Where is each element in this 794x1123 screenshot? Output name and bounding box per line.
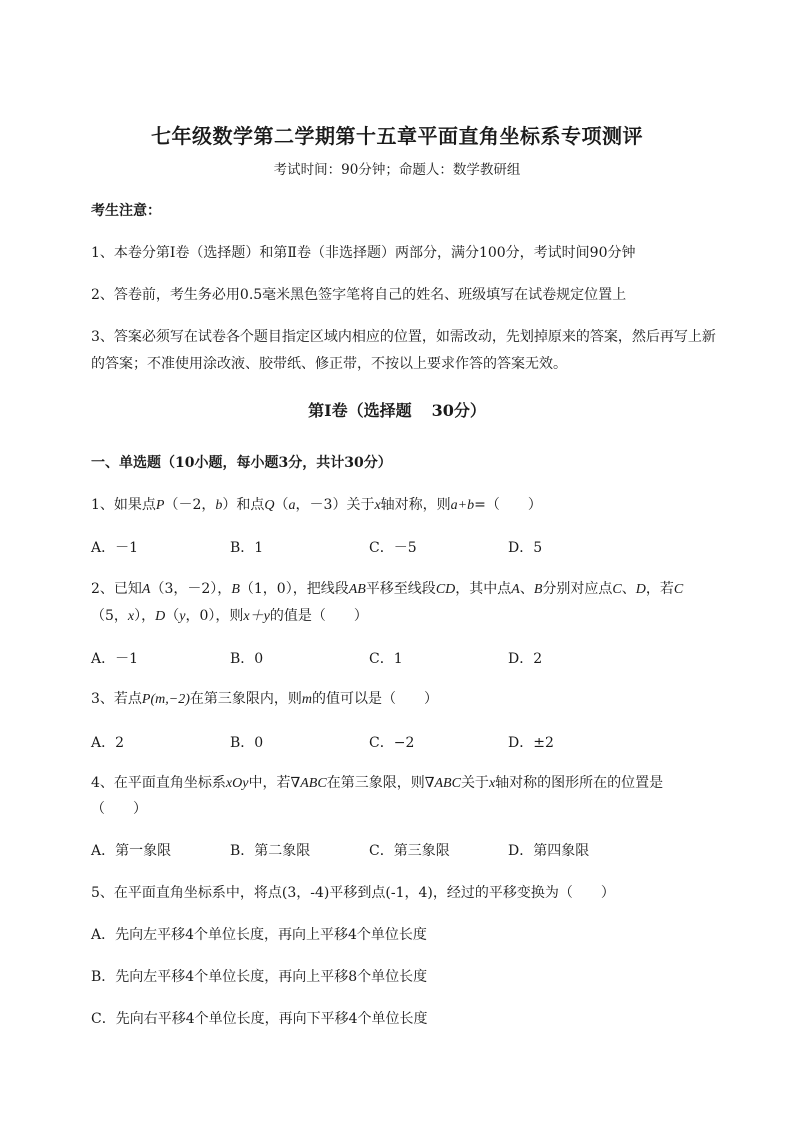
q1-var-b: b bbox=[215, 498, 223, 513]
q2-text: ，若 bbox=[645, 581, 674, 597]
q4-var: xOy bbox=[225, 776, 249, 791]
q1-option-a[interactable]: A．－1 bbox=[91, 540, 139, 556]
notice-item-3-line-1: 3、答案必须写在试卷各个题目指定区域内相应的位置，如需改动，先划掉原来的答案，然后再写上新 bbox=[91, 329, 716, 345]
q1-var-q: Q bbox=[264, 498, 275, 513]
q2-var: AB bbox=[348, 582, 366, 597]
q2-var: y bbox=[179, 609, 186, 624]
question-2-line-1 bbox=[91, 578, 683, 598]
q2-text: 、 bbox=[621, 581, 636, 597]
q1-var-x: x bbox=[374, 498, 381, 513]
q2-var: C bbox=[612, 582, 622, 597]
q2-var: C bbox=[673, 582, 684, 597]
q2-option-c[interactable]: C．1 bbox=[369, 651, 403, 667]
q4-option-a[interactable]: A．第一象限 bbox=[91, 843, 172, 859]
q3-text: 在第三象限内，则 bbox=[189, 691, 302, 707]
q2-var: CD bbox=[435, 582, 456, 597]
notice-item-3-line-2: 的答案；不准使用涂改液、胶带纸、修正带，不按以上要求作答的答案无效。 bbox=[91, 356, 567, 372]
q4-text: 关于 bbox=[460, 775, 489, 791]
page-title: 七年级数学第二学期第十五章平面直角坐标系专项测评 bbox=[151, 124, 643, 148]
notice-item-1: 1、本卷分第Ⅰ卷（选择题）和第Ⅱ卷（非选择题）两部分，满分100分，考试时间90分钟 bbox=[91, 245, 636, 261]
q1-text: 1、如果点 bbox=[91, 497, 156, 513]
q4-var: x bbox=[488, 776, 496, 791]
question-1 bbox=[91, 494, 542, 514]
q1-text: =（ ） bbox=[474, 497, 542, 513]
q4-var: ABC bbox=[434, 776, 461, 791]
q1-option-b[interactable]: B．1 bbox=[230, 540, 264, 556]
question-4-line-2: （ ） bbox=[91, 801, 147, 817]
exam-subtitle: 考试时间：90分钟；命题人：数学教研组 bbox=[273, 162, 521, 178]
q2-text: 平移至线段 bbox=[365, 581, 436, 597]
section-title-part-a: 第Ⅰ卷（选择题 bbox=[308, 401, 412, 420]
q2-var: B bbox=[231, 582, 240, 597]
q3-text: 的值可以是（ ） bbox=[311, 691, 438, 707]
q4-text: 中，若∇ bbox=[248, 775, 301, 791]
q2-option-a[interactable]: A．－1 bbox=[91, 651, 139, 667]
q2-var: x＋y bbox=[243, 609, 270, 624]
q1-var-p: P bbox=[155, 498, 165, 513]
q4-text: 轴对称的图形所在的位置是 bbox=[495, 775, 664, 791]
q2-text: 2、已知 bbox=[91, 581, 142, 597]
q4-option-c[interactable]: C．第三象限 bbox=[369, 843, 450, 859]
q2-var: x bbox=[127, 609, 135, 624]
question-2-line-2 bbox=[91, 605, 368, 625]
part-heading: 一、单选题（10小题，每小题3分，共计30分） bbox=[91, 455, 392, 471]
q2-text: 分别对应点 bbox=[542, 581, 613, 597]
section-title-part-b: 30分） bbox=[431, 401, 486, 420]
question-4-line-1 bbox=[91, 772, 663, 792]
q1-option-c[interactable]: C．－5 bbox=[369, 540, 417, 556]
q2-var: A bbox=[511, 582, 520, 597]
q2-text: 、 bbox=[519, 581, 534, 597]
q2-text: （3，－2）， bbox=[150, 581, 232, 597]
q1-text: （－2， bbox=[164, 497, 216, 513]
q3-text: 3、若点 bbox=[91, 691, 142, 707]
q2-text: ）， bbox=[134, 608, 156, 624]
q5-option-b[interactable]: B．先向左平移4个单位长度，再向上平移8个单位长度 bbox=[91, 969, 428, 985]
section-title bbox=[0, 398, 794, 421]
q1-var-a: a bbox=[288, 498, 296, 513]
q3-option-c[interactable]: C．−2 bbox=[369, 735, 415, 751]
notice-heading: 考生注意： bbox=[91, 203, 161, 219]
q2-var: D bbox=[635, 582, 646, 597]
q2-text: ，0），则 bbox=[185, 608, 244, 624]
q3-option-d[interactable]: D．±2 bbox=[508, 735, 554, 751]
q2-var: D bbox=[155, 609, 166, 624]
q1-text: ，－3）关于 bbox=[295, 497, 375, 513]
q1-text: （ bbox=[274, 497, 289, 513]
question-3 bbox=[91, 688, 438, 708]
q1-var-ab: a+b bbox=[450, 498, 475, 513]
q3-option-b[interactable]: B．0 bbox=[230, 735, 264, 751]
q3-option-a[interactable]: A．2 bbox=[91, 735, 125, 751]
notice-item-2: 2、答卷前，考生务必用0.5毫米黑色签字笔将自己的姓名、班级填写在试卷规定位置上 bbox=[91, 287, 627, 303]
q4-text: 4、在平面直角坐标系 bbox=[91, 775, 226, 791]
q4-var: ABC bbox=[300, 776, 327, 791]
q2-text: 的值是（ ） bbox=[269, 608, 368, 624]
q4-text: 在第三象限，则∇ bbox=[326, 775, 435, 791]
q4-option-d[interactable]: D．第四象限 bbox=[508, 843, 590, 859]
q2-var: B bbox=[533, 582, 543, 597]
q2-text: （ bbox=[165, 608, 180, 624]
question-5: 5、在平面直角坐标系中，将点(3，-4)平移到点(-1，4)，经过的平移变换为（ ） bbox=[91, 885, 615, 901]
q2-option-b[interactable]: B．0 bbox=[230, 651, 264, 667]
q3-var-m: m bbox=[301, 692, 312, 707]
q2-text: （5， bbox=[91, 608, 128, 624]
q1-option-d[interactable]: D．5 bbox=[508, 540, 543, 556]
q2-var: A bbox=[141, 582, 151, 597]
q2-option-d[interactable]: D．2 bbox=[508, 651, 543, 667]
q2-text: （1，0），把线段 bbox=[239, 581, 349, 597]
q1-text: 轴对称，则 bbox=[380, 497, 451, 513]
q2-text: ，其中点 bbox=[455, 581, 512, 597]
q5-option-c[interactable]: C．先向右平移4个单位长度，再向下平移4个单位长度 bbox=[91, 1011, 428, 1027]
q3-expr: P(m,−2) bbox=[141, 692, 190, 707]
q5-option-a[interactable]: A．先向左平移4个单位长度，再向上平移4个单位长度 bbox=[91, 927, 427, 943]
q1-text: ）和点 bbox=[222, 497, 265, 513]
q4-option-b[interactable]: B．第二象限 bbox=[230, 843, 311, 859]
